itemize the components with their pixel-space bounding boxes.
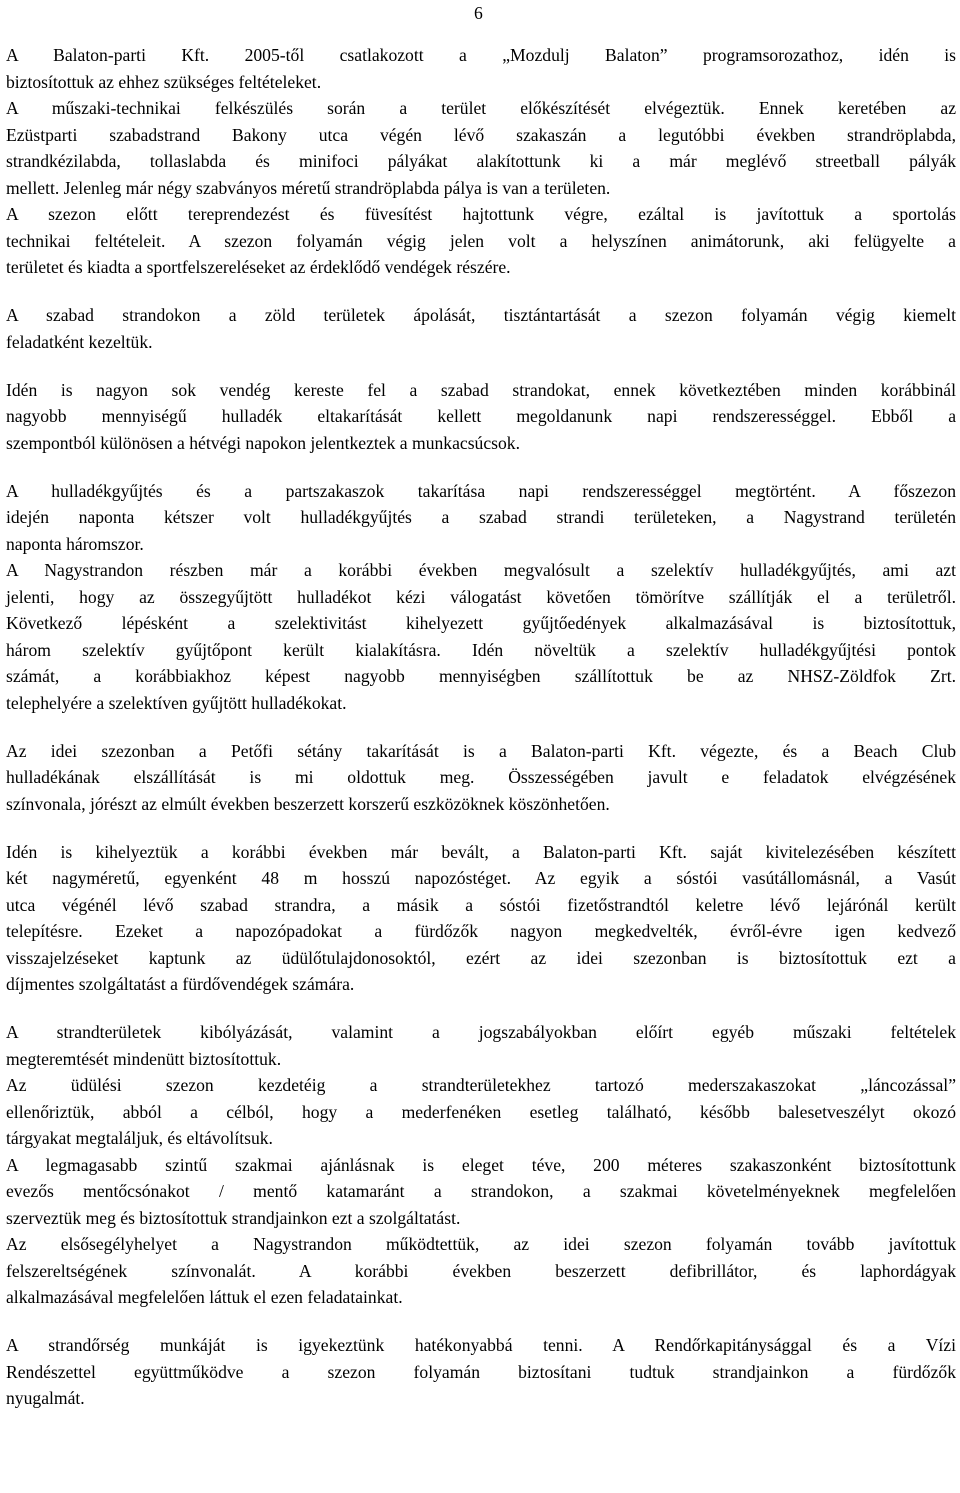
text-line: A strandterületek kibólyázását, valamint a jogszabályokban előírt egyéb műszaki feltételek	[6, 1022, 956, 1042]
text-line: visszajelzéseket kaptunk az üdülőtulajdonosoktól, ezért az idei szezonban is biztosítottuk ezt a	[6, 947, 956, 968]
paragraph	[6, 302, 956, 355]
text-line: megteremtését mindenütt biztosítottuk.	[6, 1048, 282, 1069]
text-line: strandkézilabda, tollaslabda és minifoci pályákat alakítottunk ki a már meglévő streetball pályák	[6, 151, 956, 171]
text-line: szempontból különösen a hétvégi napokon jelentkeztek a munkacsúcsok.	[6, 432, 520, 453]
paragraph	[6, 1072, 956, 1152]
text-line: szerveztük meg és biztosítottuk strandjainkon ezt a szolgáltatást.	[6, 1207, 461, 1228]
text-line: mellett. Jelenleg már négy szabványos méretű strandröplabda pálya is van a területen.	[6, 177, 611, 198]
text-line: Következő lépésként a szelektivitást kihelyezett gyűjtőedények alkalmazásával is biztosítottuk,	[6, 613, 956, 633]
page-number: 6	[474, 3, 483, 23]
text-line: Az üdülési szezon kezdetéig a strandterületekhez tartozó mederszakaszokat „láncozással”	[6, 1075, 956, 1095]
text-line: nagyobb mennyiségű hulladék eltakarítását kellett megoldanunk napi rendszerességgel. Ebből a	[6, 406, 956, 426]
text-line: evezős mentőcsónakot / mentő katamaránt a strandokon, a szakmai követelményeknek megfelelően	[6, 1181, 956, 1201]
text-line: naponta háromszor.	[6, 533, 144, 554]
text-line: technikai feltételeit. A szezon folyamán végig jelen volt a helyszínen animátorunk, aki felügyelte a	[6, 230, 956, 251]
paragraph	[6, 1332, 956, 1412]
text-line: tárgyakat megtaláljuk, és eltávolítsuk.	[6, 1128, 273, 1148]
text-line: A Balaton-parti Kft. 2005-től csatlakozott a „Mozdulj Balaton” programsorozathoz, idén is	[6, 45, 956, 65]
text-line: Rendészettel együttműködve a szezon folyamán biztosítani tudtuk strandjainkon a fürdőzők	[6, 1361, 956, 1382]
text-line: A Nagystrandon részben már a korábbi években megvalósult a szelektív hulladékgyűjtés, ami azt	[6, 560, 956, 580]
text-line: felszereltségének színvonalát. A korábbi években beszerzett defibrillátor, és laphordágyak	[6, 1260, 956, 1281]
paragraph	[6, 377, 956, 457]
text-line: alkalmazásával megfelelően láttuk el ezen feladatainkat.	[6, 1287, 403, 1307]
paragraph	[6, 201, 956, 281]
paragraph	[6, 95, 956, 201]
document-body	[6, 42, 956, 1412]
text-line: Idén is nagyon sok vendég kereste fel a szabad strandokat, ennek következtében minden korábbinál	[6, 379, 956, 400]
text-line: A hulladékgyűjtés és a partszakaszok takarítása napi rendszerességgel megtörtént. A főszezon	[6, 480, 956, 501]
paragraph	[6, 478, 956, 558]
text-line: számát, a korábbiakhoz képest nagyobb mennyiségben szállítottuk be az NHSZ-Zöldfok Zrt.	[6, 666, 956, 686]
text-line: színvonala, jórészt az elmúlt években beszerzett korszerű eszközöknek köszönhetően.	[6, 793, 610, 814]
text-line: nyugalmát.	[6, 1388, 85, 1408]
text-line: telephelyére a szelektíven gyűjtött hulladékokat.	[6, 692, 347, 713]
text-line: A szezon előtt tereprendezést és füvesítést hajtottunk végre, ezáltal is javítottuk a sportolás	[6, 204, 956, 224]
text-line: Ezüstparti szabadstrand Bakony utca végén lévő szakaszán a legutóbbi években strandröplabda,	[6, 124, 956, 145]
text-line: A műszaki-technikai felkészülés során a terület előkészítését elvégeztük. Ennek keretében az	[6, 98, 956, 118]
text-line: A legmagasabb szintű szakmai ajánlásnak is eleget téve, 200 méteres szakaszonként biztosítottunk	[6, 1154, 956, 1175]
paragraph	[6, 557, 956, 716]
text-line: három szelektív gyűjtőpont került kialakításra. Idén növeltük a szelektív hulladékgyűjtési pontok	[6, 639, 956, 660]
text-line: területet és kiadta a sportfelszereléseket az érdeklődő vendégek részére.	[6, 257, 511, 277]
text-line: jelenti, hogy az összegyűjtött hulladékot kézi válogatást követően tömörítve szállítják el a területről.	[6, 586, 956, 607]
paragraph	[6, 1152, 956, 1232]
paragraph	[6, 1019, 956, 1072]
text-line: díjmentes szolgáltatást a fürdővendégek számára.	[6, 974, 355, 994]
paragraph	[6, 1231, 956, 1311]
text-line: két nagyméretű, egyenként 48 m hosszú napozóstéget. Az egyik a sóstói vasútállomásnál, a Vasút	[6, 868, 956, 888]
paragraph	[6, 42, 956, 95]
text-line: telepítésre. Ezeket a napozópadokat a fürdőzők nagyon megkedvelték, évről-évre igen kedvező	[6, 921, 956, 941]
text-line: Az idei szezonban a Petőfi sétány takarítását is a Balaton-parti Kft. végezte, és a Beach Club	[6, 740, 956, 761]
text-line: ellenőriztük, abból a célból, hogy a mederfenéken esetleg található, később balesetveszélyt okozó	[6, 1101, 956, 1122]
paragraph	[6, 738, 956, 818]
text-line: biztosítottuk az ehhez szükséges feltételeket.	[6, 71, 322, 92]
text-line: feladatként kezeltük.	[6, 331, 153, 352]
text-line: Az elsősegélyhelyet a Nagystrandon működtettük, az idei szezon folyamán tovább javítottuk	[6, 1234, 956, 1254]
text-line: A strandőrség munkáját is igyekeztünk hatékonyabbá tenni. A Rendőrkapitánysággal és a Vízi	[6, 1335, 956, 1355]
text-line: idején naponta kétszer volt hulladékgyűjtés a szabad strandi területeken, a Nagystrand területén	[6, 507, 956, 527]
text-line: utca végénél lévő szabad strandra, a másik a sóstói fizetőstrandtól keletre lévő lejárónál került	[6, 894, 956, 915]
text-line: A szabad strandokon a zöld területek ápolását, tisztántartását a szezon folyamán végig kiemelt	[6, 305, 956, 325]
paragraph	[6, 839, 956, 998]
text-line: Idén is kihelyeztük a korábbi években már bevált, a Balaton-parti Kft. saját kivitelezésében készített	[6, 841, 956, 862]
text-line: hulladékának elszállítását is mi oldottuk meg. Összességében javult e feladatok elvégzésének	[6, 767, 956, 787]
